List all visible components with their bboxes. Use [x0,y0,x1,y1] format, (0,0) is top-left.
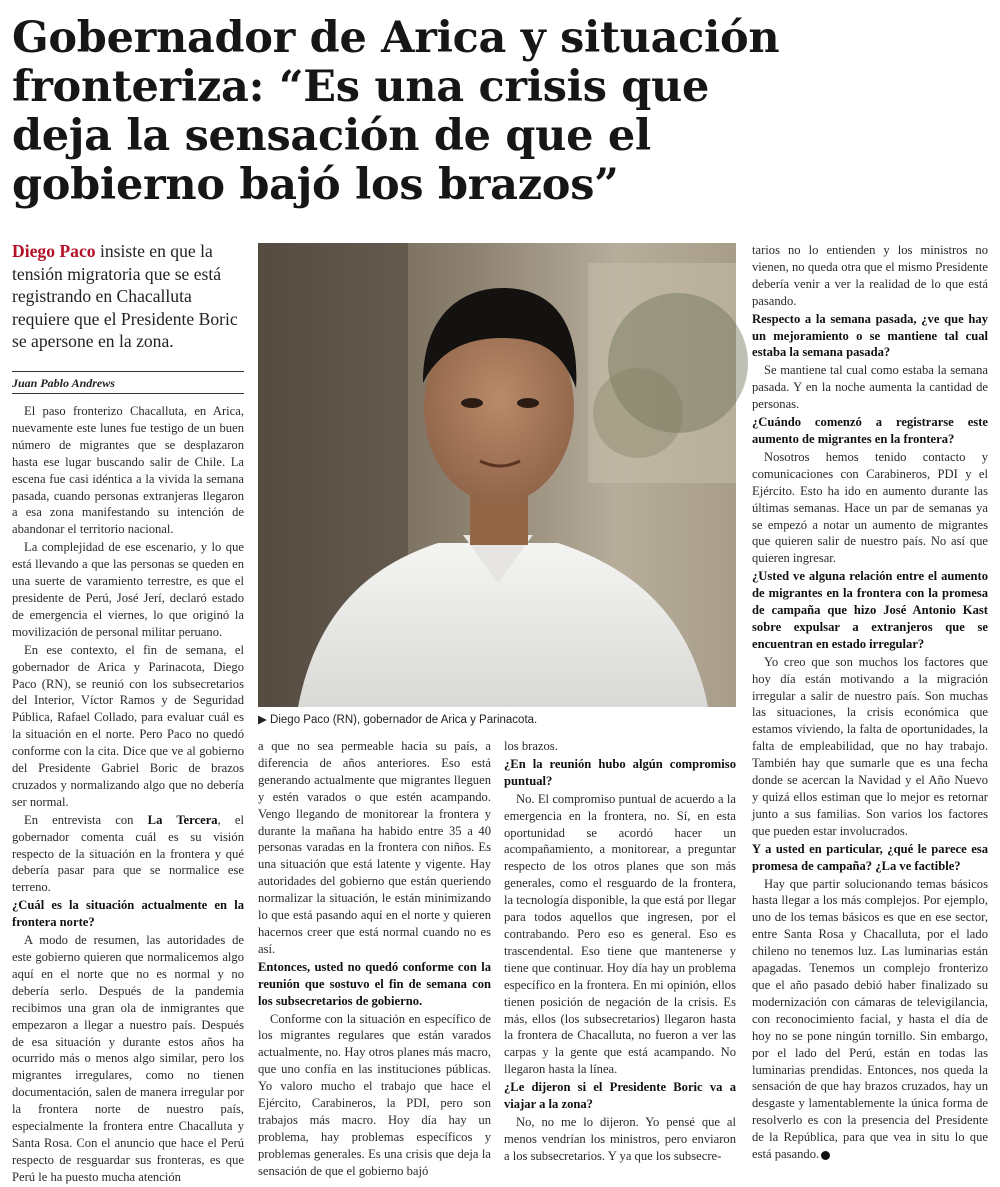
text-run: Y a usted en particular, ¿qué le parece esa promesa de campaña? ¿La ve factible? [752,841,988,873]
body-paragraph [752,876,988,1163]
byline: Juan Pablo Andrews [12,376,115,390]
text-run: Yo creo que son muchos los factores que hoy día están motivando a la migración irregular a salir de nuestro país. Son muchas las situaciones, la crisis económica que estamos viviendo, la falta de oportunidades, la falta de empleabilidad, que no hay trabajo. También hay que sumarle que es una fecha donde se acercan la Navidad y el Año Nuevo y quizá ellos estiman que lo mejor es retornar junto a sus familias. Son varios los factores que pueden estar involucrados. [752,654,988,838]
byline-bottom-rule [12,393,244,394]
body-paragraph [504,738,736,755]
publication-name: La Tercera [147,812,218,827]
article-column-3 [504,738,736,1166]
interview-question [504,756,736,790]
body-paragraph [258,1011,491,1180]
interview-question [504,1079,736,1113]
text-run: ¿Le dijeron si el Presidente Boric va a viajar a la zona? [504,1080,736,1112]
byline-top-rule [12,371,244,372]
text-run: , el gobernador comenta cuál es su visión respecto de la situación en la frontera y qué debería pasar para que se normalice ese terreno. [12,812,245,895]
text-run: Nosotros hemos tenido contacto y comunicaciones con Carabineros, PDI y el Ejército. Esto ha ido en aumento durante las últimas semanas. Hace un par de semanas ya se empezó a notar un aumento de migrantes que quieren salir de nuestro país. No así que quieren ingresar. [752,449,988,566]
text-run: No. El compromiso puntual de acuerdo a la emergencia en la frontera, no. Sí, en esta oportunidad se acordó hacer un acompañamiento, a monitorear, a preguntar respecto de los otros planes que son más generales, como el resguardo de la frontera, la tecnología disponible, la que está por llegar para todos aquellos que ingresen, por el contrabando. Pero eso es general. Eso es trascendental. Eso tiene que mantenerse y tiene que continuar. Hoy día hay un problema específico en la frontera. En mi opinión, ellos tienen posición de negación de la crisis. Es más, ellos (los subsecretarios) llegaron hasta la frontera de Chacalluta, no fueron a ver las carpas y la gente que está acampando. No llegaron hasta la línea. [504,791,736,1077]
text-run: los brazos. [504,739,558,753]
text-run: Hay que partir solucionando temas básicos hasta llegar a los más complejos. Por ejemplo, uno de los temas básicos es que en ese sector, entre Santa Rosa y Chacalluta, por el lado chileno no tenemos luz. Las luminarias están apagadas. Tenemos un complejo fronterizo que el año pasado debió haber finalizado su modernización con cámaras de televigilancia, con reconocimiento facial, y hasta el día de hoy no se pone ningún tornillo. Sin embargo, por el lado del Perú, están en todas las luminarias prendidas. Entonces, nos queda la sensación de que hay brazos cruzados, hay un desgaste y lamentablemente la única forma de resolverlo es con la presencia del Presidente de la República, para que vea in situ lo que está pasando. [752,876,988,1162]
photo-caption: ▶ Diego Paco (RN), gobernador de Arica y Parinacota. [258,714,538,726]
text-run: ¿Cuándo comenzó a registrarse este aumento de migrantes en la frontera? [752,415,988,446]
text-run: Se mantiene tal cual como estaba la semana pasada. Y en la noche aumenta la cantidad de personas. [752,363,988,412]
text-run: ¿En la reunión hubo algún compromiso puntual? [504,756,736,788]
body-paragraph [12,812,244,897]
text-run: ¿Cuál es la situación actualmente en la frontera norte? [12,898,244,930]
body-paragraph [752,242,988,310]
lead-text: insiste en que la tensión migratoria que se está registrando en Chacalluta requiere que el Presidente Boric se apersone en la zona. [12,241,238,351]
article-column-1 [12,403,244,1187]
interview-question [752,841,988,875]
body-paragraph [12,539,244,640]
body-paragraph [504,791,736,1078]
headline-line: Gobernador de Arica y situación [12,13,780,63]
body-paragraph [258,738,491,958]
text-run: A modo de resumen, las autoridades de este gobierno quieren que normalicemos algo aquí en el norte que no es normal y no debería serlo. Después de la pandemia recibimos una gran ola de inmigrantes que empezaron a llegar a nuestro país. Después de esa situación y durante estos años ha ocurrido más o menos algo similar, pero los migrantes irregulares, como no tienen documentación, salen de manera irregular por la frontera norte de nuestro país, especialmente la frontera entre Chacalluta y Santa Rosa. Con el anuncio que hace el Perú respecto de resguardar sus fronteras, es que Perú le ha puesto mucha atención [12,933,244,1184]
headline [12,14,792,210]
portrait-photo [258,243,736,707]
body-paragraph [12,403,244,538]
lead-paragraph [12,240,250,353]
text-run: La complejidad de ese escenario, y lo que está llevando a que las personas se queden en una suerte de varamiento terrestre, es que el presidente de Perú, José Jerí, declaró estado de emergencia el viernes, lo que originó la movilización de personal militar peruano. [12,540,244,639]
text-run: En ese contexto, el fin de semana, el gobernador de Arica y Parinacota, Diego Paco (RN), se reunió con los subsecretarios del Interior, Víctor Ramos y de Seguridad Pública, Rafael Collado, para evaluar cuál es la situación en el norte. Pero Paco no quedó conforme con la cita. Dice que ve al gobierno del Presidente Gabriel Boric de brazos cruzados y normalizando algo que no debería ser normal. [12,642,244,809]
body-paragraph [752,449,988,567]
text-run: tarios no lo entienden y los ministros no vienen, no queda otra que el mismo Presidente debería venir a ver la realidad de lo que está pasando. [752,243,988,308]
interview-question [752,311,988,362]
interview-question [752,414,988,448]
interview-question [258,959,491,1010]
text-run: El paso fronterizo Chacalluta, en Arica, nuevamente este lunes fue testigo de un buen número de migrantes que se desplazaron hasta ese lugar buscando salir de Chile. La escena fue casi idéntica a la vivida la semana pasada, cuando personas extranjeras llegaron a esa zona manifestando su intención de abandonar el territorio nacional. [12,404,244,537]
text-run: Respecto a la semana pasada, ¿ve que hay un mejoramiento o se mantiene tal cual estaba la semana pasada? [752,311,988,360]
interview-question [752,568,988,653]
text-run: Entonces, usted no quedó conforme con la reunión que sostuvo el fin de semana con los subsecretarios de gobierno. [258,959,491,1008]
body-paragraph [752,654,988,840]
text-run: Conforme con la situación en específico de los migrantes regulares que están varados actualmente, no. Hay otros planes más macro, que uno confía en las instituciones públicas. Yo valoro mucho el trabajo que hace el Ejército, Carabineros, la PDI, pero son trabajos más macro. Hoy día hay un problema, hay problemas específicos y problemas generales. Es una crisis que deja la sensación de que el gobierno bajó [258,1011,491,1178]
interview-question [12,897,244,931]
lead-name: Diego Paco [12,241,96,261]
article-column-2 [258,738,491,1181]
text-run: a que no sea permeable hacia su país, a diferencia de años anteriores. Eso está generando actualmente que migrantes lleguen y estén varados o que estén acampando. Vengo llegando de monitorear la frontera y durante la mañana ha habido entre 35 a 40 personas varadas en la frontera con niños. Es una situación que está latente y vigente. Hay autoridades del gobierno que están queriendo normalizar la situación, le están minimizando lo que está pasando aquí en el norte y quieren hacernos creer que está normal cuando no es así. [258,739,491,956]
headline-line: deja la sensación de que el [12,111,651,161]
text-run: En entrevista con [24,812,148,827]
portrait-illustration [258,243,736,707]
body-paragraph [12,932,244,1186]
headline-line: fronteriza: “Es una crisis que [12,62,710,112]
headline-line: gobierno bajó los brazos” [12,160,619,210]
body-paragraph [504,1114,736,1165]
text-run: ¿Usted ve alguna relación entre el aumento de migrantes en la frontera con la promesa de campaña que hizo José Antonio Kast sobre expulsar a extranjeros que se encuentran en estado irregular? [752,569,988,651]
body-paragraph [752,362,988,413]
article-column-4 [752,242,988,1164]
end-mark-icon [821,1151,830,1160]
text-run: No, no me lo dijeron. Yo pensé que al menos vendrían los ministros, pero enviaron a los subsecretarios. Y ya que los subsecre- [504,1114,736,1163]
body-paragraph [12,642,244,811]
